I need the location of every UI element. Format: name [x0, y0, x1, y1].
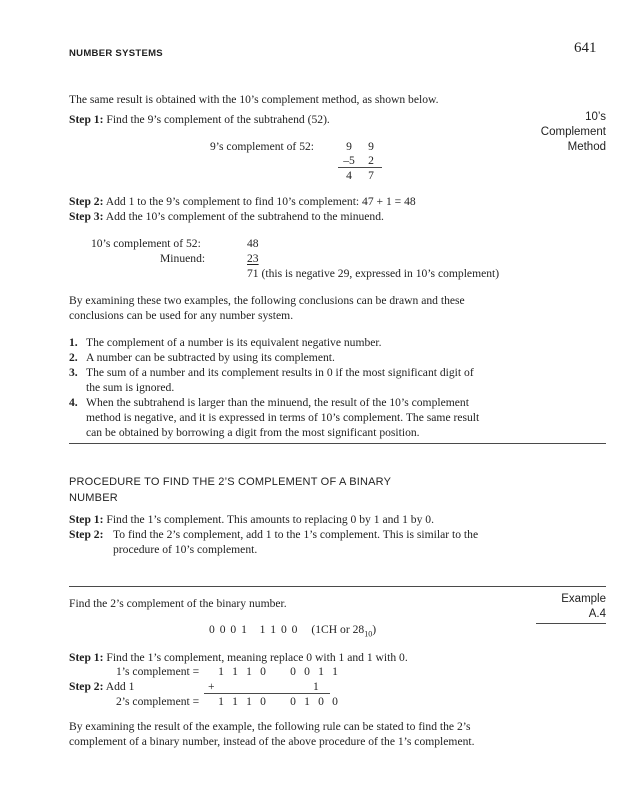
note-text: (1CH or 28: [311, 623, 365, 636]
plus-sign: +: [208, 680, 215, 693]
bit: 0: [332, 695, 338, 708]
step-text: Find the 1’s complement, meaning replace 0 with 1 and 1 with 0.: [106, 651, 408, 664]
conclusion-paragraph: [69, 293, 465, 323]
step-text: Add 1 to the 9’s complement to find 10’s complement: 47 + 1 = 48: [105, 195, 416, 208]
margin-note-line: 10’s: [585, 111, 606, 123]
heading-line: PROCEDURE TO FIND THE 2’S COMPLEMENT OF A BINARY: [69, 476, 392, 488]
list-item-continued: the sum is ignored.: [86, 381, 175, 394]
intro-paragraph: The same result is obtained with the 10’s complement method, as shown below.: [69, 93, 439, 106]
calc2-result-value: 71: [247, 267, 259, 280]
heading-line: NUMBER: [69, 492, 118, 504]
bit: 1: [232, 665, 238, 678]
running-title: NUMBER SYSTEMS: [69, 48, 163, 59]
list-item-continued: method is negative, and it is expressed in terms of 10’s complement. The same result: [86, 411, 480, 424]
example-prompt: Find the 2’s complement of the binary number.: [69, 597, 287, 610]
bit: 0: [304, 665, 310, 678]
procedure-step-2-text: [113, 527, 478, 557]
ones-complement-digits: [214, 664, 342, 679]
base-subscript: 10: [364, 629, 373, 639]
step-text-line: procedure of 10’s complement.: [113, 543, 258, 556]
digit: 4: [346, 169, 352, 182]
step-1: [69, 112, 330, 127]
list-item: The sum of a number and its complement results in 0 if the most significant digit of: [86, 366, 474, 379]
margin-note-line: Method: [567, 141, 606, 153]
procedure-heading: [69, 474, 391, 506]
step-text: Find the 9’s complement of the subtrahend (52).: [106, 113, 330, 126]
bit: 1: [218, 665, 224, 678]
bit: 1: [232, 695, 238, 708]
bit: 0: [260, 665, 266, 678]
bit: 0: [260, 695, 266, 708]
step-label: Step 2:: [69, 680, 104, 693]
list-number: 4.: [69, 396, 78, 409]
margin-note-line: Complement: [540, 126, 606, 138]
digit: 9: [346, 140, 352, 153]
bit: 0: [290, 695, 296, 708]
example-step-2: [69, 679, 134, 694]
add-digit: 1: [313, 680, 319, 693]
conclusion-line: conclusions can be used for any number system.: [69, 309, 294, 322]
bit: 1: [246, 665, 252, 678]
step-text: Add the 10’s complement of the subtrahend to the minuend.: [105, 210, 384, 223]
list-item: The complement of a number is its equivalent negative number.: [86, 336, 382, 349]
bit: 1: [246, 695, 252, 708]
conclusion-line: By examining these two examples, the following conclusions can be drawn and these: [69, 294, 465, 307]
calc2-label-1: 10’s complement of 52:: [91, 237, 201, 250]
step-text-line: To find the 2’s complement, add 1 to the 1’s complement. This is similar to the: [113, 528, 479, 541]
bit: 0: [290, 665, 296, 678]
step-label: Step 2:: [69, 195, 104, 208]
binary-note: [311, 623, 377, 639]
bit: 1: [318, 665, 324, 678]
section-divider: [69, 443, 606, 444]
step-label: Step 1:: [69, 113, 104, 126]
list-item: When the subtrahend is larger than the minuend, the result of the 10’s complement: [86, 396, 469, 409]
closing-paragraph: [69, 719, 475, 749]
note-close: ): [372, 623, 377, 636]
list-number: 3.: [69, 366, 78, 379]
list-number: 1.: [69, 336, 78, 349]
binary-digits: 0 0 0 1 1 1 0 0: [209, 623, 299, 636]
digit: 9: [368, 140, 374, 153]
example-label-line: Example: [561, 593, 606, 605]
binary-number: [209, 622, 376, 641]
ones-complement-label: 1’s complement =: [116, 665, 200, 678]
page-number: 641: [574, 40, 597, 56]
calc1-row1: [338, 139, 382, 154]
list-item: A number can be subtracted by using its complement.: [86, 351, 335, 364]
closing-line: complement of a binary number, instead of the above procedure of the 1’s complement.: [69, 735, 475, 748]
step-text: Add 1: [105, 680, 135, 693]
calc2-result: [247, 266, 499, 281]
step-text: Find the 1’s complement. This amounts to replacing 0 by 1 and 1 by 0.: [106, 513, 434, 526]
step-label: Step 1:: [69, 651, 104, 664]
step-2: [69, 194, 416, 209]
twos-complement-label: 2’s complement =: [116, 695, 200, 708]
example-label-line: A.4: [588, 608, 606, 620]
step-label: Step 1:: [69, 513, 104, 526]
calc2-label-2: Minuend:: [160, 252, 206, 265]
calc1-label: 9’s complement of 52:: [210, 140, 315, 153]
list-number: 2.: [69, 351, 78, 364]
digit: 2: [368, 154, 374, 167]
calc2-value-2: 23: [247, 252, 259, 265]
digit: –5: [343, 154, 355, 167]
bit: 1: [332, 665, 338, 678]
calc1-row2: [338, 153, 382, 168]
step-3: [69, 209, 384, 224]
list-item-continued: can be obtained by borrowing a digit from the most significant position.: [86, 426, 420, 439]
example-label: [561, 592, 606, 622]
margin-note: [541, 110, 606, 155]
calc1-row3: [338, 168, 382, 183]
digit: 7: [368, 169, 374, 182]
step-label: Step 2:: [69, 528, 104, 541]
step-label: Step 3:: [69, 210, 104, 223]
bit: 0: [318, 695, 324, 708]
example-step-1: [69, 650, 408, 665]
calc2-value-1: 48: [247, 237, 259, 250]
calc2-result-note: (this is negative 29, expressed in 10’s complement): [261, 267, 500, 280]
closing-line: By examining the result of the example, the following rule can be stated to find the 2’s: [69, 720, 471, 733]
example-label-rule: [536, 623, 606, 624]
bit: 1: [218, 695, 224, 708]
procedure-step-1: [69, 512, 434, 527]
bit: 1: [304, 695, 310, 708]
twos-complement-digits: [214, 694, 342, 709]
example-top-rule: [69, 586, 606, 587]
